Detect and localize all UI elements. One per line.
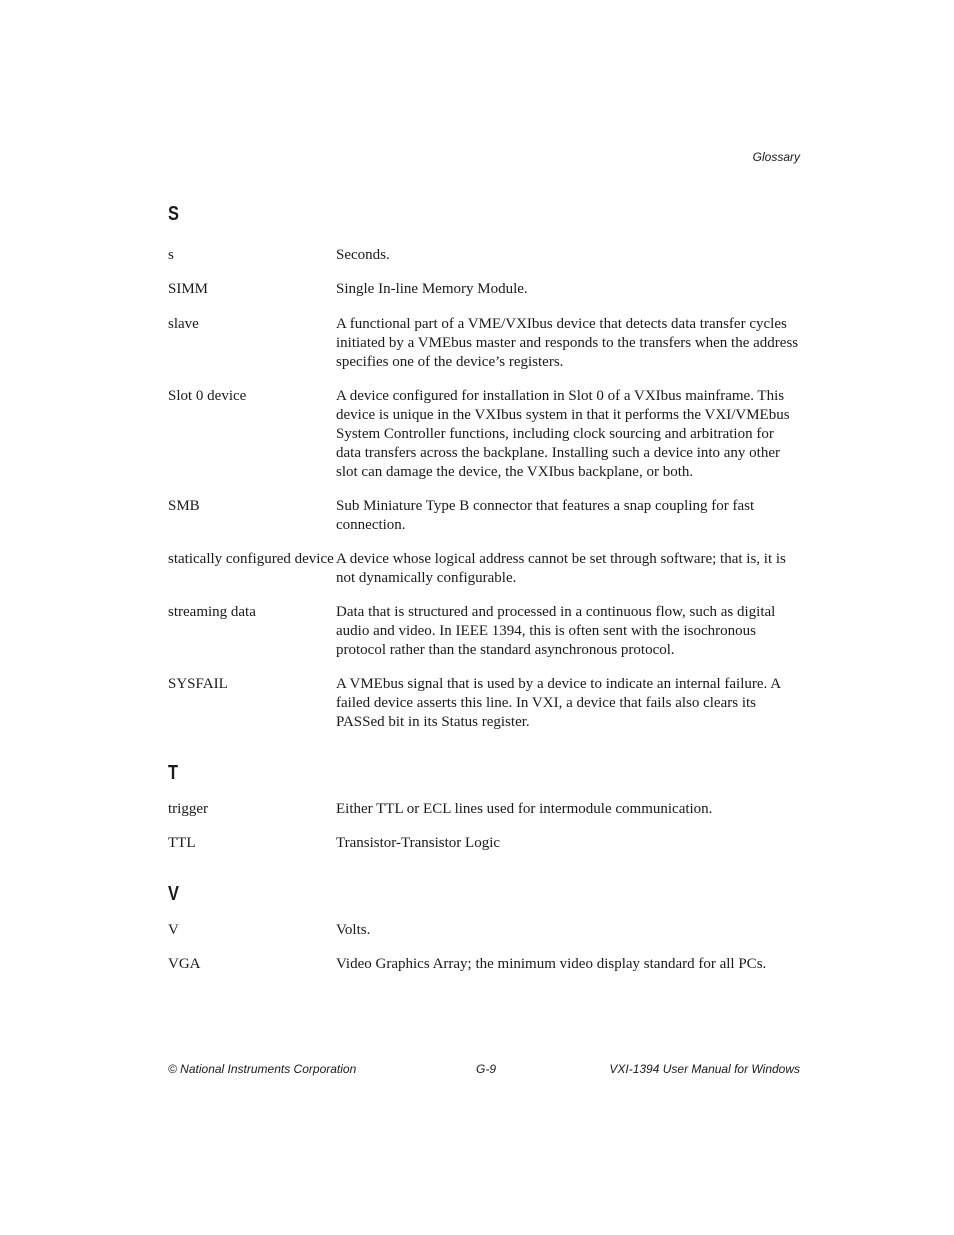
glossary-entry [168, 315, 800, 372]
entry-term: SMB [168, 498, 200, 514]
section-heading-s: S [168, 203, 179, 225]
footer-copyright: © National Instruments Corporation [168, 1062, 357, 1076]
entry-term: statically configured device [168, 551, 334, 567]
glossary-entry [168, 497, 800, 535]
entry-definition: Seconds. [336, 247, 390, 263]
entry-definition: Either TTL or ECL lines used for intermodule communication. [336, 801, 713, 817]
entry-definition: Single In-line Memory Module. [336, 281, 528, 297]
glossary-entry [168, 834, 800, 853]
glossary-entry [168, 280, 800, 299]
running-head: Glossary [752, 150, 800, 164]
entry-term: s [168, 247, 174, 263]
entry-term: Slot 0 device [168, 388, 247, 404]
entry-definition: A device configured for installation in Slot 0 of a VXIbus mainframe. This device is unique in the VXIbus system in that it performs the VXI/VMEbus System Controller functions, including clock sourcing and arbitration for data transfers across the backplane. Installing such a device into any other slot can damage the device, the VXIbus backplane, or both. [336, 388, 790, 480]
entry-term: slave [168, 316, 199, 332]
entry-definition: Transistor-Transistor Logic [336, 835, 501, 851]
entry-definition: A functional part of a VME/VXIbus device that detects data transfer cycles initiated by a VMEbus master and responds to the transfers when the address specifies one of the device’s registers. [336, 316, 799, 370]
entry-definition: Sub Miniature Type B connector that features a snap coupling for fast connection. [336, 498, 755, 533]
entry-term: trigger [168, 801, 208, 817]
entry-definition: A device whose logical address cannot be set through software; that is, it is not dynamically configurable. [336, 551, 786, 586]
entry-term: TTL [168, 835, 196, 851]
entry-term: SIMM [168, 281, 209, 297]
entry-term: streaming data [168, 604, 256, 620]
glossary-entry [168, 603, 800, 660]
glossary-entry [168, 550, 800, 588]
entry-term: VGA [168, 956, 201, 972]
entry-term: SYSFAIL [168, 676, 228, 692]
entry-definition: Volts. [336, 922, 371, 938]
glossary-content [168, 202, 800, 974]
footer-page-number: G-9 [476, 1062, 497, 1076]
glossary-entry [168, 387, 800, 482]
footer-manual-title: VXI-1394 User Manual for Windows [609, 1062, 800, 1076]
section-heading-t: T [168, 762, 179, 784]
glossary-entry [168, 955, 800, 974]
section-heading-v: V [168, 883, 179, 905]
entry-definition: A VMEbus signal that is used by a device to indicate an internal failure. A failed device asserts this line. In VXI, a device that fails also clears its PASSed bit in its Status register. [336, 676, 781, 730]
glossary-entry [168, 921, 800, 940]
glossary-entry [168, 246, 800, 265]
entry-term: V [168, 922, 179, 938]
entry-definition: Video Graphics Array; the minimum video display standard for all PCs. [336, 956, 767, 972]
entry-definition: Data that is structured and processed in a continuous flow, such as digital audio and video. In IEEE 1394, this is often sent with the isochronous protocol rather than the standard asynchronous protocol. [336, 604, 776, 658]
glossary-entry [168, 675, 800, 732]
glossary-entry [168, 800, 800, 819]
